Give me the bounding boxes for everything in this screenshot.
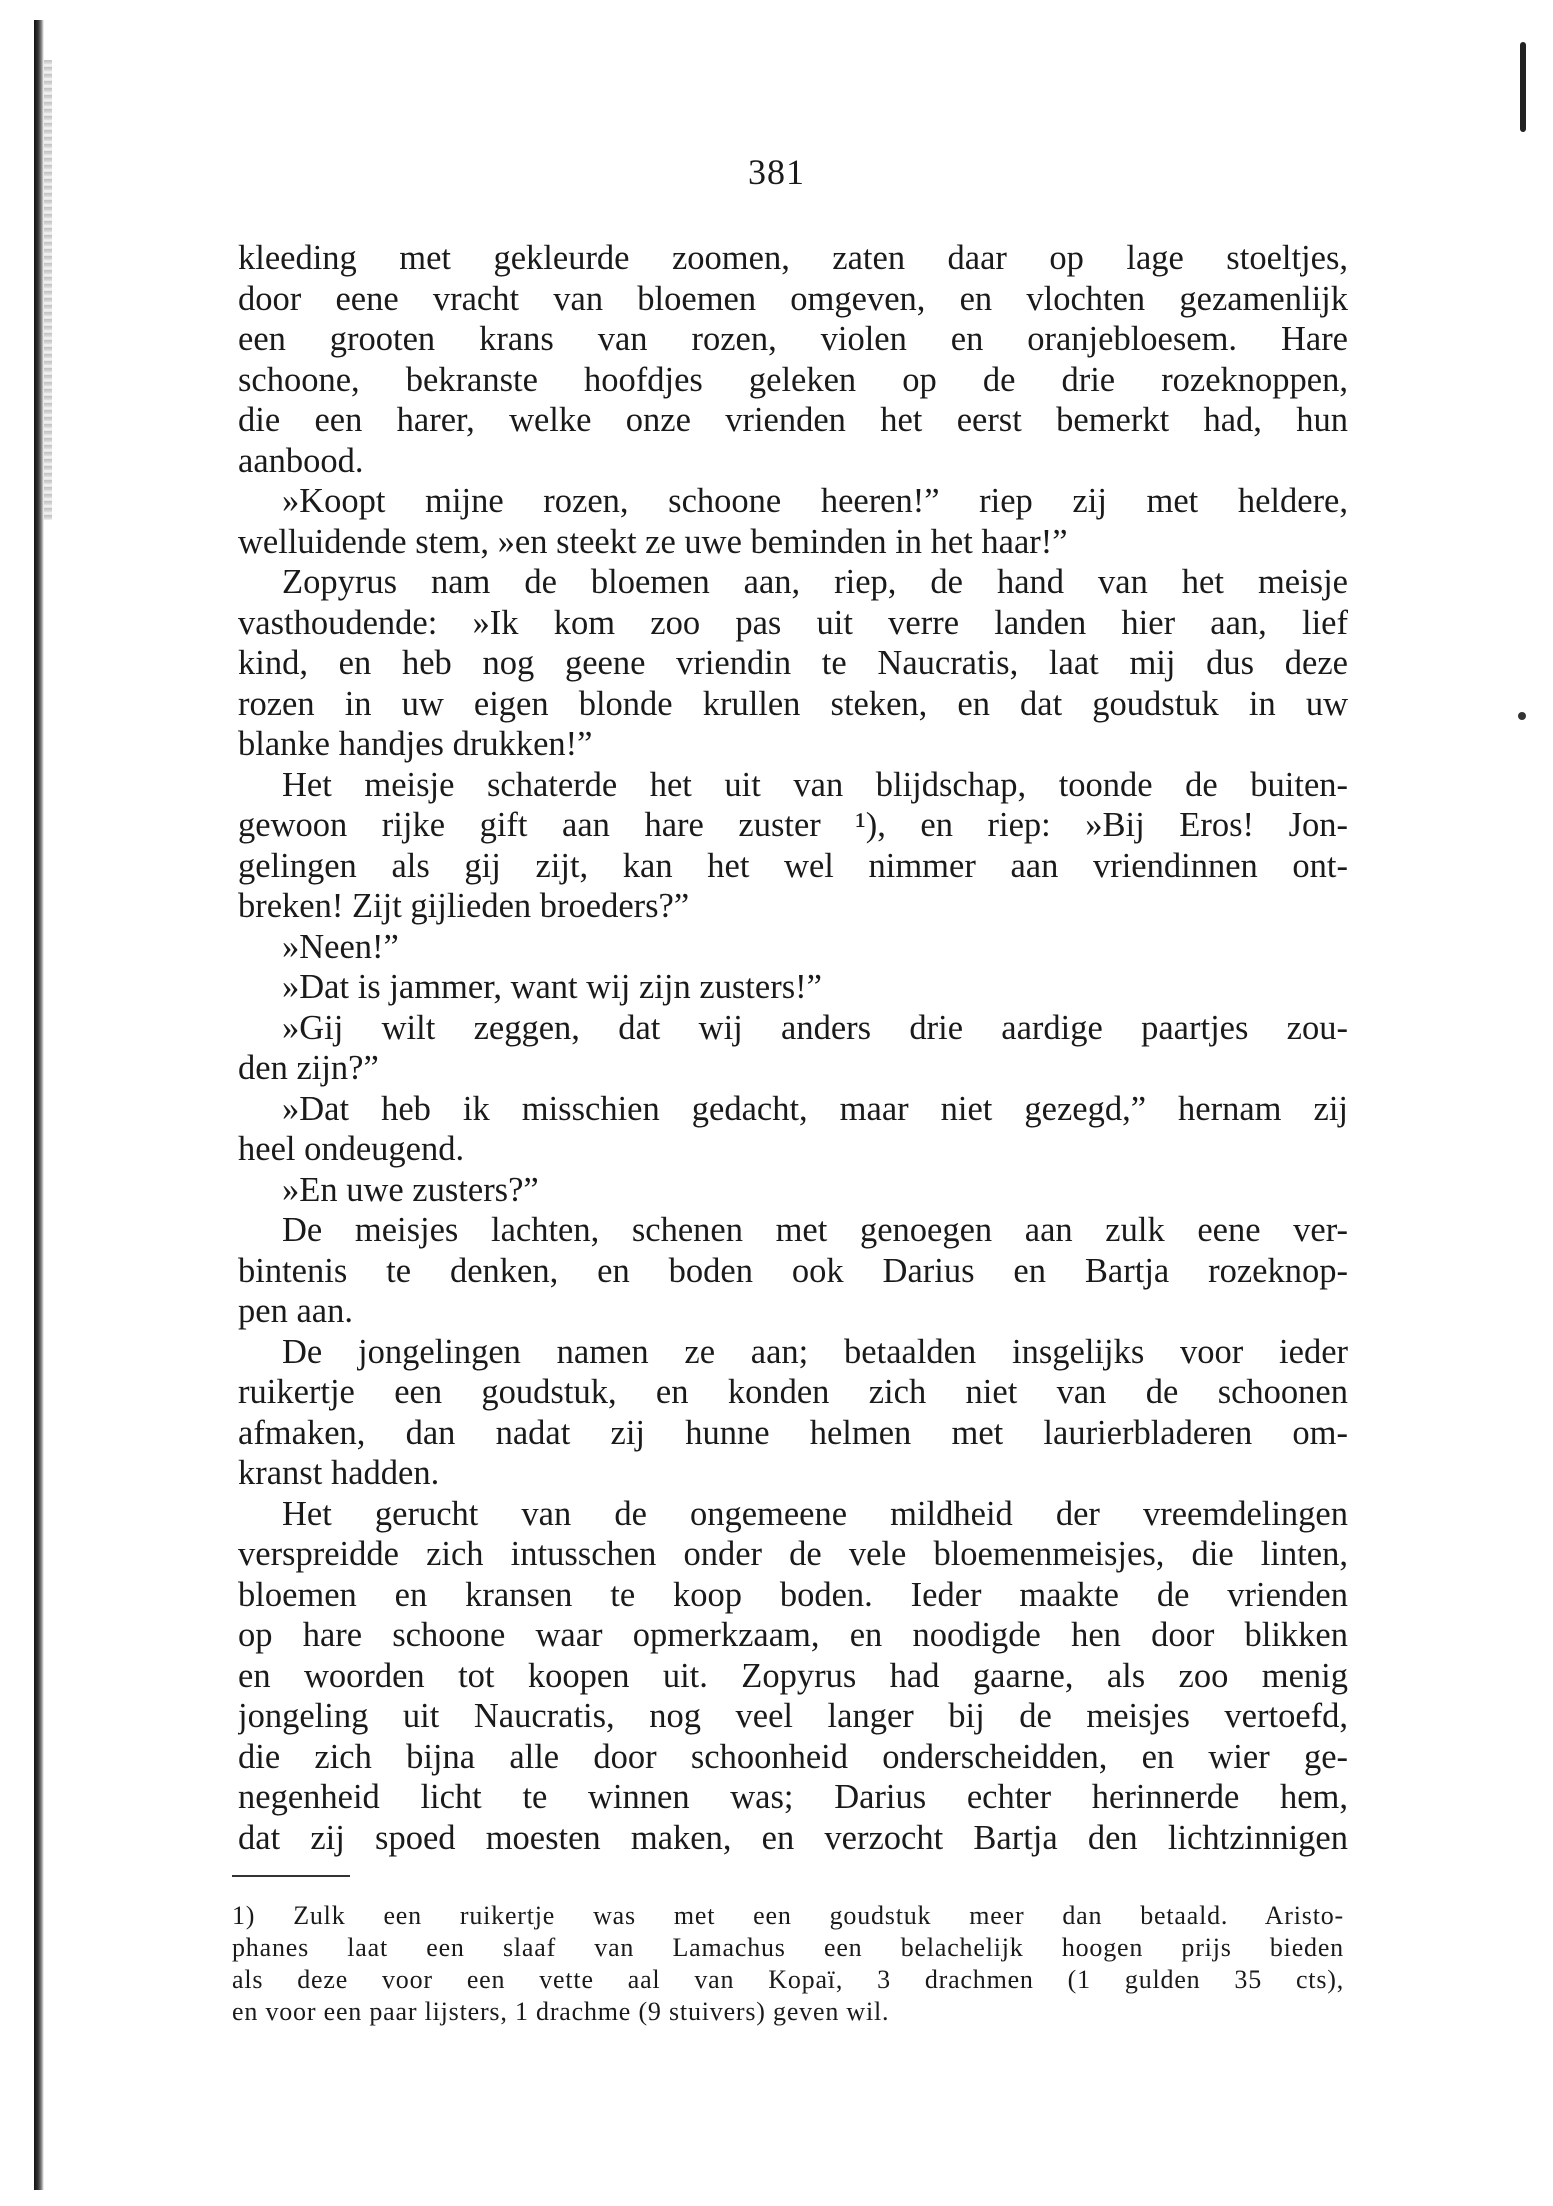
text-line: op hare schoone waar opmerkzaam, en noodigde hen door blikken	[238, 1616, 1348, 1654]
text-line: »Dat is jammer, want wij zijn zusters!”	[282, 968, 822, 1006]
text-line: Zopyrus nam de bloemen aan, riep, de hand van het meisje	[282, 563, 1348, 601]
text-line: pen aan.	[238, 1292, 353, 1330]
scan-speck	[1518, 712, 1526, 720]
text-line: die een harer, welke onze vrienden het eerst bemerkt had, hun	[238, 401, 1348, 439]
text-line: De jongelingen namen ze aan; betaalden insgelijks voor ieder	[282, 1332, 1348, 1371]
text-line: breken! Zijt gijlieden broeders?”	[238, 887, 690, 925]
text-line: Het gerucht van de ongemeene mildheid der vreemdelingen	[282, 1494, 1348, 1533]
binding-shadow	[34, 20, 44, 2190]
text-line: »Dat heb ik misschien gedacht, maar niet gezegd,” hernam zij	[282, 1089, 1348, 1128]
text-line: verspreidde zich intusschen onder de vele bloemenmeisjes, die linten,	[238, 1535, 1348, 1573]
text-line: afmaken, dan nadat zij hunne helmen met laurierbladeren om-	[238, 1413, 1348, 1452]
footnote-line: 1) Zulk een ruikertje was met een goudstuk meer dan betaald. Aristo-	[232, 1901, 1344, 1930]
footnote-separator	[232, 1875, 350, 1877]
text-line: bintenis te denken, en boden ook Darius en Bartja rozeknop-	[238, 1251, 1348, 1290]
text-line: dat zij spoed moesten maken, en verzocht Bartja den lichtzinnigen	[238, 1818, 1348, 1857]
footnotes	[232, 1900, 1344, 2028]
text-line: bloemen en kransen te koop boden. Ieder maakte de vrienden	[238, 1575, 1348, 1614]
page-number: 381	[748, 152, 805, 192]
text-line: door eene vracht van bloemen omgeven, en vlochten gezamenlijk	[238, 279, 1348, 318]
footnote-line: phanes laat een slaaf van Lamachus een belachelijk hoogen prijs bieden	[232, 1933, 1344, 1962]
text-line: kleeding met gekleurde zoomen, zaten daar op lage stoeltjes,	[238, 239, 1348, 277]
text-line: gewoon rijke gift aan hare zuster ¹), en riep: »Bij Eros! Jon-	[238, 806, 1348, 844]
text-line: die zich bijna alle door schoonheid onderscheidden, en wier ge-	[238, 1737, 1348, 1776]
text-line: »Neen!”	[282, 927, 399, 966]
text-line: en woorden tot koopen uit. Zopyrus had gaarne, als zoo menig	[238, 1656, 1348, 1695]
text-line: negenheid licht te winnen was; Darius echter herinnerde hem,	[238, 1778, 1348, 1816]
text-line: welluidende stem, »en steekt ze uwe beminden in het haar!”	[238, 522, 1068, 561]
text-line: den zijn?”	[238, 1049, 379, 1087]
text-line: De meisjes lachten, schenen met genoegen aan zulk eene ver-	[282, 1211, 1348, 1249]
text-line: kind, en heb nog geene vriendin te Naucratis, laat mij dus deze	[238, 644, 1348, 682]
binding-scan-noise	[44, 60, 52, 520]
text-line: »Gij wilt zeggen, dat wij anders drie aardige paartjes zou-	[282, 1008, 1348, 1047]
text-line: »En uwe zusters?”	[282, 1170, 539, 1209]
text-line: een grooten krans van rozen, violen en oranjebloesem. Hare	[238, 320, 1348, 358]
footnote-line: en voor een paar lijsters, 1 drachme (9 stuivers) geven wil.	[232, 1997, 890, 2026]
body-text	[238, 238, 1348, 1858]
text-line: gelingen als gij zijt, kan het wel nimmer aan vriendinnen ont-	[238, 846, 1348, 885]
text-line: Het meisje schaterde het uit van blijdschap, toonde de buiten-	[282, 765, 1348, 804]
text-line: kranst hadden.	[238, 1454, 440, 1492]
text-line: jongeling uit Naucratis, nog veel langer bij de meisjes vertoefd,	[238, 1697, 1348, 1735]
text-line: aanbood.	[238, 441, 364, 480]
text-line: rozen in uw eigen blonde krullen steken, en dat goudstuk in uw	[238, 684, 1348, 723]
text-line: ruikertje een goudstuk, en konden zich niet van de schoonen	[238, 1373, 1348, 1411]
text-line: schoone, bekranste hoofdjes geleken op de drie rozeknoppen,	[238, 360, 1348, 399]
text-line: heel ondeugend.	[238, 1130, 465, 1168]
text-line: blanke handjes drukken!”	[238, 725, 593, 763]
text-line: »Koopt mijne rozen, schoone heeren!” riep zij met heldere,	[282, 482, 1348, 520]
text-line: vasthoudende: »Ik kom zoo pas uit verre landen hier aan, lief	[238, 603, 1348, 642]
footnote-line: als deze voor een vette aal van Kopaï, 3 drachmen (1 gulden 35 cts),	[232, 1965, 1344, 1994]
scan-edge-mark	[1520, 42, 1526, 132]
